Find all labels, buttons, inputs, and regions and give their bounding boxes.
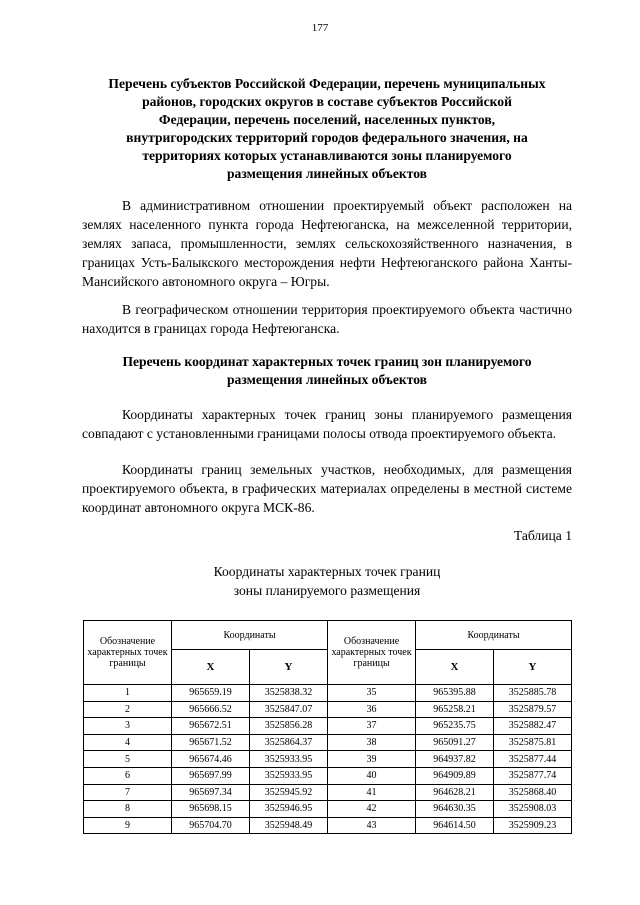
y-coordinate-cell: 3525856.28: [250, 718, 328, 735]
point-column-header: Обозначение характерных точек границы: [84, 621, 172, 685]
x-coordinate-cell: 964909.89: [416, 767, 494, 784]
x-coordinate-cell: 964630.35: [416, 801, 494, 818]
table-row: [84, 718, 572, 735]
coordinates-table: [83, 620, 572, 834]
point-number-cell: 4: [84, 734, 172, 751]
y-coordinate-cell: 3525864.37: [250, 734, 328, 751]
table-caption: [82, 562, 572, 600]
table-row: [84, 801, 572, 818]
y-coordinate-cell: 3525909.23: [494, 817, 572, 834]
caption-line: зоны планируемого размещения: [233, 583, 421, 598]
point-number-cell: 38: [328, 734, 416, 751]
point-number-cell: 5: [84, 751, 172, 768]
y-coordinate-cell: 3525847.07: [250, 701, 328, 718]
y-coordinate-cell: 3525885.78: [494, 685, 572, 702]
point-number-cell: 8: [84, 801, 172, 818]
point-number-cell: 7: [84, 784, 172, 801]
section-heading-subjects: [82, 75, 572, 183]
table-header-row: [84, 621, 572, 650]
heading-line: размещения линейных объектов: [227, 372, 427, 387]
table-row: [84, 734, 572, 751]
y-coordinate-cell: 3525908.03: [494, 801, 572, 818]
point-number-cell: 42: [328, 801, 416, 818]
x-coordinate-cell: 964937.82: [416, 751, 494, 768]
point-number-cell: 43: [328, 817, 416, 834]
x-column-header: X: [172, 650, 250, 685]
x-column-header: X: [416, 650, 494, 685]
y-coordinate-cell: 3525838.32: [250, 685, 328, 702]
y-coordinate-cell: 3525882.47: [494, 718, 572, 735]
paragraph-coordinates-match: Координаты характерных точек границ зоны планируемого размещения совпадают с установленными границами полосы отвода проектируемого объекта.: [82, 407, 572, 441]
point-number-cell: 3: [84, 718, 172, 735]
y-coordinate-cell: 3525879.57: [494, 701, 572, 718]
heading-line: районов, городских округов в составе субъектов Российской: [142, 94, 512, 109]
table-row: [84, 685, 572, 702]
x-coordinate-cell: 965697.99: [172, 767, 250, 784]
y-coordinate-cell: 3525877.44: [494, 751, 572, 768]
x-coordinate-cell: 965704.70: [172, 817, 250, 834]
x-coordinate-cell: 964628.21: [416, 784, 494, 801]
y-column-header: Y: [494, 650, 572, 685]
y-coordinate-cell: 3525945.92: [250, 784, 328, 801]
point-number-cell: 35: [328, 685, 416, 702]
coordinates-column-header: Координаты: [416, 621, 572, 650]
x-coordinate-cell: 965395.88: [416, 685, 494, 702]
point-column-header: Обозначение характерных точек границы: [328, 621, 416, 685]
x-coordinate-cell: 965698.15: [172, 801, 250, 818]
x-coordinate-cell: 965666.52: [172, 701, 250, 718]
heading-line: Федерации, перечень поселений, населенных пунктов,: [158, 112, 496, 127]
x-coordinate-cell: 965671.52: [172, 734, 250, 751]
x-coordinate-cell: 965091.27: [416, 734, 494, 751]
y-coordinate-cell: 3525948.49: [250, 817, 328, 834]
page-number: 177: [311, 22, 329, 34]
paragraph-coordinate-system: Координаты границ земельных участков, необходимых, для размещения проектируемого объекта, в графических материалах определены в местной системе координат автономного округа МСК-86.: [82, 462, 572, 515]
x-coordinate-cell: 965258.21: [416, 701, 494, 718]
heading-line: размещения линейных объектов: [227, 166, 427, 181]
heading-line: внутригородских территорий городов федерального значения, на: [126, 130, 528, 145]
x-coordinate-cell: 964614.50: [416, 817, 494, 834]
point-number-cell: 36: [328, 701, 416, 718]
table-row: [84, 784, 572, 801]
section-heading-coordinates: [82, 353, 572, 389]
y-coordinate-cell: 3525933.95: [250, 767, 328, 784]
point-number-cell: 6: [84, 767, 172, 784]
point-number-cell: 39: [328, 751, 416, 768]
x-coordinate-cell: 965697.34: [172, 784, 250, 801]
x-coordinate-cell: 965235.75: [416, 718, 494, 735]
point-number-cell: 9: [84, 817, 172, 834]
y-coordinate-cell: 3525933.95: [250, 751, 328, 768]
table-body: [84, 685, 572, 834]
table-row: [84, 767, 572, 784]
point-number-cell: 40: [328, 767, 416, 784]
point-number-cell: 1: [84, 685, 172, 702]
point-number-cell: 2: [84, 701, 172, 718]
point-number-cell: 37: [328, 718, 416, 735]
x-coordinate-cell: 965674.46: [172, 751, 250, 768]
paragraph-geographic: В географическом отношении территория проектируемого объекта частично находится в границах города Нефтеюганска.: [82, 302, 572, 336]
table-label: Таблица 1: [513, 528, 572, 543]
y-coordinate-cell: 3525877.74: [494, 767, 572, 784]
table-row: [84, 817, 572, 834]
table-row: [84, 751, 572, 768]
table-row: [84, 701, 572, 718]
heading-line: Перечень координат характерных точек границ зон планируемого: [122, 354, 532, 369]
x-coordinate-cell: 965672.51: [172, 718, 250, 735]
y-coordinate-cell: 3525868.40: [494, 784, 572, 801]
x-coordinate-cell: 965659.19: [172, 685, 250, 702]
paragraph-administrative: В административном отношении проектируемый объект расположен на землях населенного пункта города Нефтеюганска, на межселенной территории, землях запаса, промышленности, землях сельскохозяйственного назначения, в границах Усть-Балыкского месторождения нефти Нефтеюганского района Ханты-Мансийского автономного округа – Югры.: [82, 198, 572, 289]
heading-line: Перечень субъектов Российской Федерации, перечень муниципальных: [108, 76, 546, 91]
y-column-header: Y: [250, 650, 328, 685]
point-number-cell: 41: [328, 784, 416, 801]
y-coordinate-cell: 3525946.95: [250, 801, 328, 818]
heading-line: территориях которых устанавливаются зоны планируемого: [142, 148, 512, 163]
caption-line: Координаты характерных точек границ: [213, 564, 441, 579]
coordinates-column-header: Координаты: [172, 621, 328, 650]
y-coordinate-cell: 3525875.81: [494, 734, 572, 751]
